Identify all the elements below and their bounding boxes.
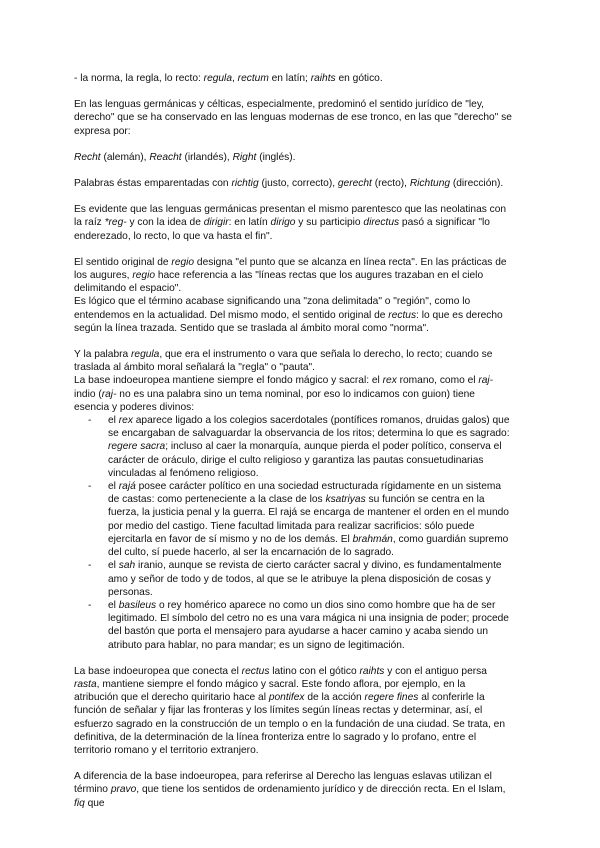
text-run: : lo que es derecho según la línea trazada. Sentido que se traslada al ámbito moral como "norma". [74,309,503,334]
text-run: en gótico. [335,73,383,84]
text-run: A diferencia de la base indoeuropea, para referirse al Derecho las lenguas eslavas utilizan el término [74,771,492,796]
text-run: pasó a significar "lo enderezado, lo recto, lo que va hasta el fin". [74,217,490,242]
list-item-text [108,481,509,558]
text-run: hace referencia a las "líneas rectas que los augures trazaban en el cielo delimitando el espacio". [74,270,484,295]
text-run: de la acción [304,692,365,704]
italic-term: *reg- [104,217,127,229]
paragraph [74,72,512,85]
italic-term: raihts [359,665,385,677]
text-run: Es lógico que el término acabase significando una "zona delimitada" o "región", como lo entendemos en la actualidad. Del mismo modo, el sentido original de [74,296,471,321]
list-item-text [108,415,510,479]
italic-term: rex [118,415,133,427]
italic-term: brahmán [352,533,393,545]
paragraph [74,203,512,243]
paragraph [74,374,512,414]
text-run: Palabras éstas emparentadas con [74,178,232,190]
italic-term: Recht [74,151,101,163]
list-dash: - [88,415,92,427]
text-run: su función se centra en la fuerza, la justicia penal y la guerra. El rajá se encarga de mantener el orden en el mundo por medio del castigo. Tiene facultad limitada para realizar sacrificios: sólo puede ejercitarla en favor de sí mismo y no de los demás. El [108,494,509,545]
list-item-text [108,560,502,597]
italic-term: rasta [74,678,97,690]
text-run: , mantiene siempre el fondo mágico y sacral. Este fondo aflora, por ejemplo, en la atribución que el derecho quiritario hace al [74,678,466,704]
italic-term: basileus [118,599,157,611]
text-run: latino con el gótico [269,665,360,677]
list-dash: - [88,481,92,493]
paragraph [74,256,512,296]
list-item [74,599,512,652]
list-item [74,480,512,559]
italic-term: pontifex [268,692,305,704]
italic-term: regula [203,73,232,84]
paragraph [74,348,512,374]
text-run: Es evidente que las lenguas germánicas presentan el mismo parentesco que las neolatinas con la raíz [74,204,507,229]
text-run: al conferirle la función de señalar y fijar las fronteras y los límites según líneas rectas y determinar, así, el esfuerzo sagrado en la construcción de un templo o en la fundación de una ciudad. Se trata, en definitiva, de la determinación de la línea fronteriza entre lo sagrado y lo profano, entre el territorio romano y el territorio extranjero. [74,692,505,756]
paragraph [74,665,512,757]
text-run: indio ( [74,388,102,400]
text-run: o rey homérico aparece no como un dios sino como hombre que ha de ser legitimado. El símbolo del cetro no es una vara mágica ni una insignia de poder; procede del bastón que porta el mensajero para ayudarse a hacer camino y acaba siendo un atributo para hablar, no para mandar; es un signo de legitimación. [108,599,509,651]
italic-term: rectus [388,309,417,321]
italic-term: richtig [231,178,259,190]
text-run: (dirección). [450,178,504,190]
text-run: designa "el punto que se alcanza en línea recta". En las prácticas de los augures, [74,256,507,282]
text-run: - la norma, la regla, lo recto: [74,73,204,84]
text-run: : en latín [228,217,271,229]
italic-term: sah [118,560,136,572]
italic-term: Richtung [409,178,451,190]
paragraph [74,770,512,810]
italic-term: Right [232,151,257,163]
text-run: el [108,481,119,493]
paragraph [74,98,512,138]
bullet-list [74,414,512,652]
italic-term: regio [132,270,155,282]
text-run: (alemán), [100,151,150,163]
text-run: La base indoeuropea que conecta el [74,665,242,677]
list-dash: - [88,560,92,572]
text-run: iranio, aunque se revista de cierto carácter sacral y divino, es fundamentalmente amo y señor de todo y de todos, al que se le atribuye la plena disposición de cosas y personas. [108,560,502,598]
text-run: romano, como el [396,375,479,387]
text-run: posee carácter político en una sociedad estructurada rígidamente en un sistema de castas: como perteneciente a la clase de los [108,481,502,506]
list-item [74,559,512,599]
italic-term: regio [171,256,195,268]
text-run: y con la idea de [126,217,204,229]
italic-term: regula [131,349,160,361]
text-run: y con el antiguo persa [384,665,487,677]
text-run: el [108,560,119,572]
text-run: El sentido original de [74,256,172,268]
text-run: , que era el instrumento o vara que señala lo derecho, lo recto; cuando se traslada al ámbito moral señalará la "regla" o "pauta". [74,349,493,374]
text-run: , que tiene los sentidos de ordenamiento jurídico y de dirección recta. En el Islam, [136,784,506,796]
italic-term: raihts [310,73,336,84]
italic-term: rectus [241,665,270,677]
text-run: (inglés). [256,151,296,163]
list-item-text [108,600,509,651]
italic-term: rex [382,375,397,387]
text-run: y su participio [295,217,364,229]
italic-term: regere sacra [108,441,166,453]
italic-term: directus [363,217,400,229]
italic-term: fiq [74,797,85,809]
text-run: no es una palabra sino un tema nominal, por eso lo indicamos con guion) tiene esencia y poderes divinos: [74,388,475,413]
italic-term: regere fines [364,692,419,704]
paragraph [74,177,512,190]
list-item [74,414,512,480]
text-run: el [108,599,119,611]
text-run: , como guardián supremo del culto, sí puede hacerlo, al ser la encarnación de lo sagrado. [108,533,509,559]
text-run: ; incluso al caer la monarquía, aunque pierda el poder político, conserva el carácter de oráculo, dirige el culto religioso y garantiza las pautas consuetudinarias vinculadas al fenómeno religioso. [108,441,502,479]
text-run: (recto), [371,178,410,190]
text-run: que [84,797,105,809]
italic-term: rectum [237,73,269,84]
italic-term: raj- [101,388,117,400]
italic-term: ksatriyas [325,494,366,506]
text-run: , [232,73,238,84]
text-run: (justo, correcto), [258,178,338,190]
italic-term: raj- [478,375,494,387]
text-run: Y la palabra [74,349,132,361]
italic-term: dirigo [270,217,296,229]
italic-term: pravo [110,784,137,796]
paragraph [74,151,512,164]
text-run: aparece ligado a los colegios sacerdotales (pontífices romanos, druidas galos) que se encargaban de salvaguardar la observancia de los ritos; determina lo que es sagrado: [108,415,510,440]
text-run: La base indoeuropea mantiene siempre el fondo mágico y sacral: el [74,375,383,387]
italic-term: dirigir [203,217,229,229]
paragraph [74,295,512,335]
text-run: en latín; [268,73,311,84]
text-run: el [108,415,119,427]
text-run: En las lenguas germánicas y célticas, especialmente, predominó el sentido jurídico de "ley, derecho" que se ha conservado en las lenguas modernas de ese tronco, en las que "derecho" se expresa por: [74,99,512,137]
italic-term: rajá [118,481,136,493]
italic-term: gerecht [337,178,372,190]
italic-term: Reacht [149,151,182,163]
list-dash: - [88,599,92,611]
text-run: (irlandés), [181,151,233,163]
